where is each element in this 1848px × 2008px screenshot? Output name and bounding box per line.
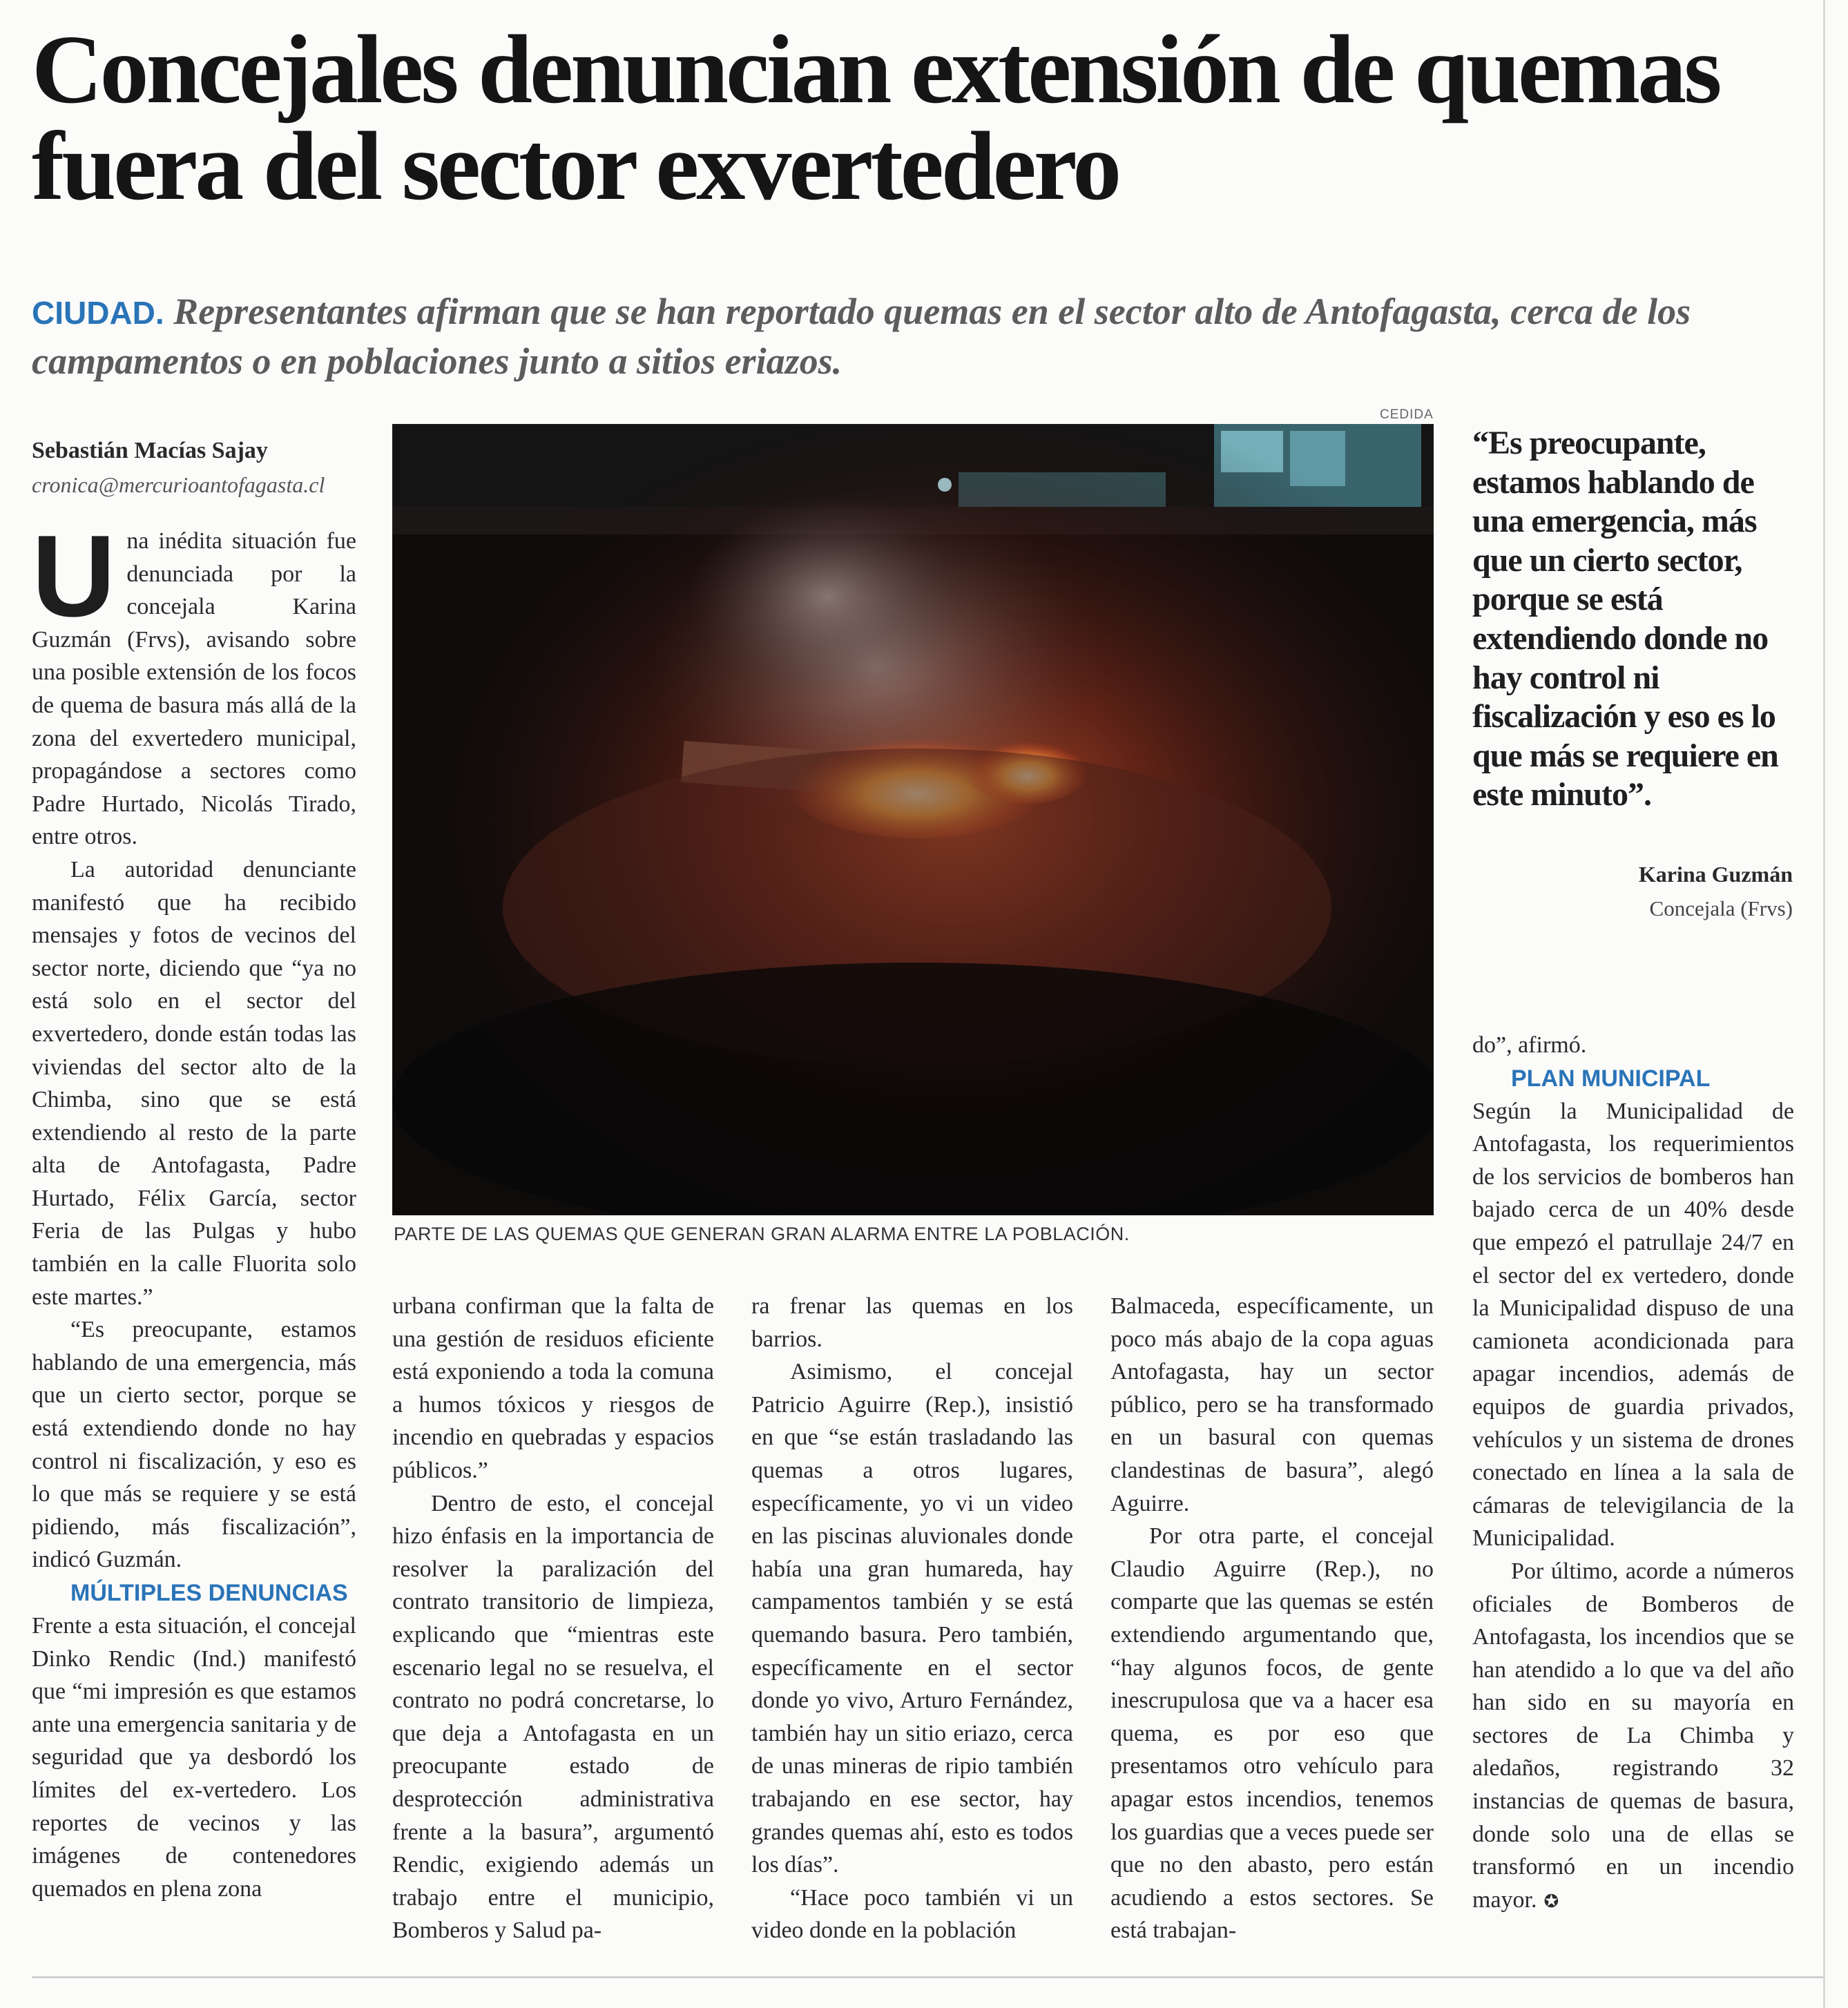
paragraph: Asimismo, el concejal Patricio Aguirre (Rep.), insistió en que “se están trasladando las quemas a otros lugares, específicamente, yo vi un video en las piscinas aluvionales donde había una gran humareda, hay campamentos también y se está quemando basura. Pero también, específicamente en el sector donde yo vivo, Arturo Fernández, también hay un sitio eriazo, cerca de unas mineras de ripio también trabajando en ese sector, hay grandes quemas ahí, esto es todos los días”. [751,1359,1073,1878]
fire-photo [392,424,1434,1215]
paragraph: Balmaceda, específicamente, un poco más abajo de la copa aguas Antofagasta, hay un sector público, pero se ha transformado en un basural con quemas clandestinas de basura”, alegó Aguirre. [1110,1293,1434,1516]
paragraph: Según la Municipalidad de Antofagasta, los requerimientos de los servicios de bomberos han bajado cerca de un 40% desde que empezó el patrullaje 24/7 en el sector del ex vertedero, donde la Municipalidad dispuso de una camioneta acondicionada para apagar incendios, además de equipos de guardia privados, vehículos y un sistema de drones conectado en línea a la sala de cámaras de televigilancia de la Municipalidad. [1472,1098,1794,1552]
byline-author: Sebastián Macías Sajay [32,438,268,463]
deck [32,287,1800,385]
paragraph: Por otra parte, el concejal Claudio Aguirre (Rep.), no comparte que las quemas se estén extendiendo argumentando que, “hay algunos focos, de gente inescrupulosa que va a hacer esa quema, es por eso que presentamos otro vehículo para apagar estos incendios, tenemos los guardias que a veces puede ser que no den abasto, pero están acudiendo a estos sectores. Se está trabajan- [1110,1523,1434,1944]
subheading: MÚLTIPLES DENUNCIAS [70,1580,348,1606]
article-column-5 [1472,1029,1794,1918]
paragraph: “Es preocupante, estamos hablando de una emergencia, más que un cierto sector, porque se está extendiendo donde no hay control ni fiscalización, y eso es lo que más se requiere y se está pidiendo, más fiscalización”, indicó Guzmán. [32,1317,356,1573]
article-column-3 [751,1290,1073,1947]
article-column-4 [1110,1290,1434,1947]
subheading: PLAN MUNICIPAL [1511,1065,1711,1092]
page-edge-rule [1823,0,1825,2008]
headline: Concejales denuncian extensión de quemas fuera del sector exvertedero [32,15,1720,220]
byline-email[interactable]: cronica@mercurioantofagasta.cl [32,472,325,497]
paragraph: La autoridad denunciante manifestó que ha recibido mensajes y fotos de vecinos del sector norte, diciendo que “ya no está solo en el sector del exvertedero, donde están todas las viviendas del sector alto de la Chimba, sino que se está extendiendo al resto de la parte alta de Antofagasta, Padre Hurtado, Félix García, sector Feria de las Pulgas y hubo también en la calle Fluorita solo este martes.” [32,856,356,1310]
article-column-1 [32,434,356,1905]
bottom-rule [32,1976,1823,1978]
lead-paragraph-text: na inédita situación fue denunciada por la concejala Karina Guzmán (Frvs), avisando sobre una posible extensión de los focos de quema de basura más allá de la zona del exvertedero municipal, propagándose a sectores como Padre Hurtado, Nicolás Tirado, entre otros. [32,528,356,850]
photo-caption: PARTE DE LAS QUEMAS QUE GENERAN GRAN ALARMA ENTRE LA POBLACIÓN. [394,1224,1130,1244]
pull-quote-author: Karina Guzmán [1638,862,1793,887]
paragraph: “Hace poco también vi un video donde en la población [751,1884,1073,1944]
paragraph-text: Por último, acorde a números oficiales de Bomberos de Antofagasta, los incendios que se han atendido a lo que va del año han sido en su mayoría en sectores de La Chimba y aledaños, registrando 32 instancias de quemas de basura, donde solo una de ellas se transformó en un incendio mayor. [1472,1558,1794,1913]
photo-credit: CEDIDA [1380,407,1434,422]
end-mark-icon: ✪ [1543,1891,1559,1912]
article-column-2 [392,1290,714,1947]
paragraph [1472,1555,1794,1919]
paragraph: Dentro de esto, el concejal hizo énfasis en la importancia de resolver la paralización del contrato transitorio de limpieza, explicando que “mientras este escenario legal no se resuelva, el contrato no podrá concretarse, lo que deja a Antofagasta en un preocupante estado de desprotección administrativa frente a la basura”, argumentó Rendic, exigiendo además un trabajo entre el municipio, Bomberos y Salud pa- [392,1490,714,1944]
paragraph: ra frenar las quemas en los barrios. [751,1293,1073,1352]
deck-text: Representantes afirman que se han reportado quemas en el sector alto de Antofagasta, cerca de los campamentos o en poblaciones junto a sitios eriazos. [32,291,1691,382]
paragraph: Frente a esta situación, el concejal Dinko Rendic (Ind.) manifestó que “mi impresión es que estamos ante una emergencia sanitaria y de seguridad que ya desbordó los límites del ex-vertedero. Los reportes de vecinos y las imágenes de contenedores quemados en plena zona [32,1613,356,1902]
paragraph: do”, afirmó. [1472,1032,1587,1058]
drop-cap: U [32,511,116,641]
paragraph: urbana confirman que la falta de una gestión de residuos eficiente está exponiendo a toda la comuna a humos tóxicos y riesgos de incendio en quebradas y espacios públicos.” [392,1293,714,1483]
pull-quote-role: Concejala (Frvs) [1649,896,1793,920]
fire-photo-illustration [392,424,1434,1215]
pull-quote: “Es preocupante, estamos hablando de una emergencia, más que un cierto sector, porque se está extendiendo donde no hay control ni fiscalización y eso es lo que más se requiere en este minuto”. [1472,425,1778,813]
lead-paragraph [32,511,356,853]
section-label: CIUDAD. [32,295,164,331]
